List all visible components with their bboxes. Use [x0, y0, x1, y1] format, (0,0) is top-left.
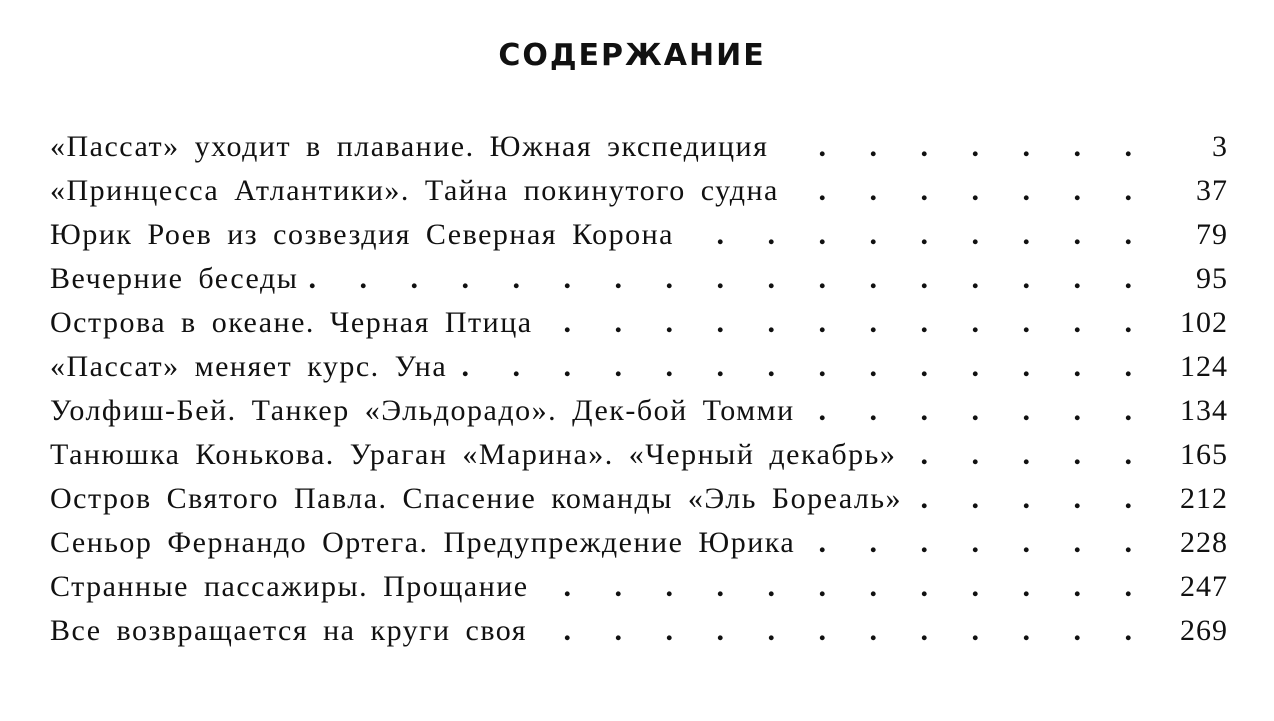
dot-leader — [906, 433, 1150, 477]
toc-entry — [50, 477, 1228, 521]
toc-entry-page: 102 — [1180, 306, 1228, 339]
dot-leader — [543, 301, 1150, 345]
toc-entry-title: Острова в океане. Черная Птица — [50, 306, 533, 339]
toc-entry-title: «Пассат» уходит в плавание. Южная экспедиция — [50, 130, 769, 163]
toc-entry-title: Уолфиш-Бей. Танкер «Эльдорадо». Дек-бой Томми — [50, 394, 795, 427]
toc-entry-page: 165 — [1180, 438, 1228, 471]
toc-entry — [50, 433, 1228, 477]
dot-leader — [805, 389, 1150, 433]
toc-entry-page: 3 — [1212, 130, 1228, 163]
dot-leader — [778, 125, 1150, 169]
toc-entry — [50, 169, 1228, 213]
page-title: СОДЕРЖАНИЕ — [498, 38, 766, 73]
toc-entry-page: 134 — [1180, 394, 1228, 427]
toc-entry-page: 212 — [1180, 482, 1228, 515]
toc-entry — [50, 345, 1228, 389]
toc-entry-page: 95 — [1196, 262, 1228, 295]
toc-entry — [50, 609, 1228, 653]
toc-entry-title: Вечерние беседы — [50, 262, 299, 295]
toc-list — [50, 125, 1228, 653]
toc-entry-page: 269 — [1180, 614, 1228, 647]
toc-entry-title: Все возвращается на круги своя — [50, 614, 528, 647]
dot-leader — [539, 565, 1150, 609]
dot-leader — [912, 477, 1150, 521]
toc-entry-title: «Пассат» меняет курс. Уна — [50, 350, 448, 383]
dot-leader — [308, 257, 1150, 301]
toc-entry-title: «Принцесса Атлантики». Тайна покинутого судна — [50, 174, 779, 207]
toc-entry-page: 228 — [1180, 526, 1228, 559]
toc-entry — [50, 213, 1228, 257]
toc-entry — [50, 389, 1228, 433]
dot-leader — [537, 609, 1150, 653]
toc-entry — [50, 125, 1228, 169]
dot-leader — [684, 213, 1150, 257]
dot-leader — [805, 521, 1150, 565]
toc-entry — [50, 565, 1228, 609]
toc-entry-title: Странные пассажиры. Прощание — [50, 570, 529, 603]
toc-entry-page: 79 — [1196, 218, 1228, 251]
dot-leader — [457, 345, 1150, 389]
toc-entry-title: Остров Святого Павла. Спасение команды «Эль Бореаль» — [50, 482, 903, 515]
toc-entry-page: 124 — [1180, 350, 1228, 383]
toc-entry — [50, 521, 1228, 565]
toc-entry-title: Сеньор Фернандо Ортега. Предупреждение Юрика — [50, 526, 796, 559]
toc-entry — [50, 257, 1228, 301]
dot-leader — [789, 169, 1150, 213]
toc-entry-page: 37 — [1196, 174, 1228, 207]
toc-entry — [50, 301, 1228, 345]
toc-entry-title: Юрик Роев из созвездия Северная Корона — [50, 218, 674, 251]
toc-entry-title: Танюшка Конькова. Ураган «Марина». «Черный декабрь» — [50, 438, 897, 471]
toc-entry-page: 247 — [1180, 570, 1228, 603]
